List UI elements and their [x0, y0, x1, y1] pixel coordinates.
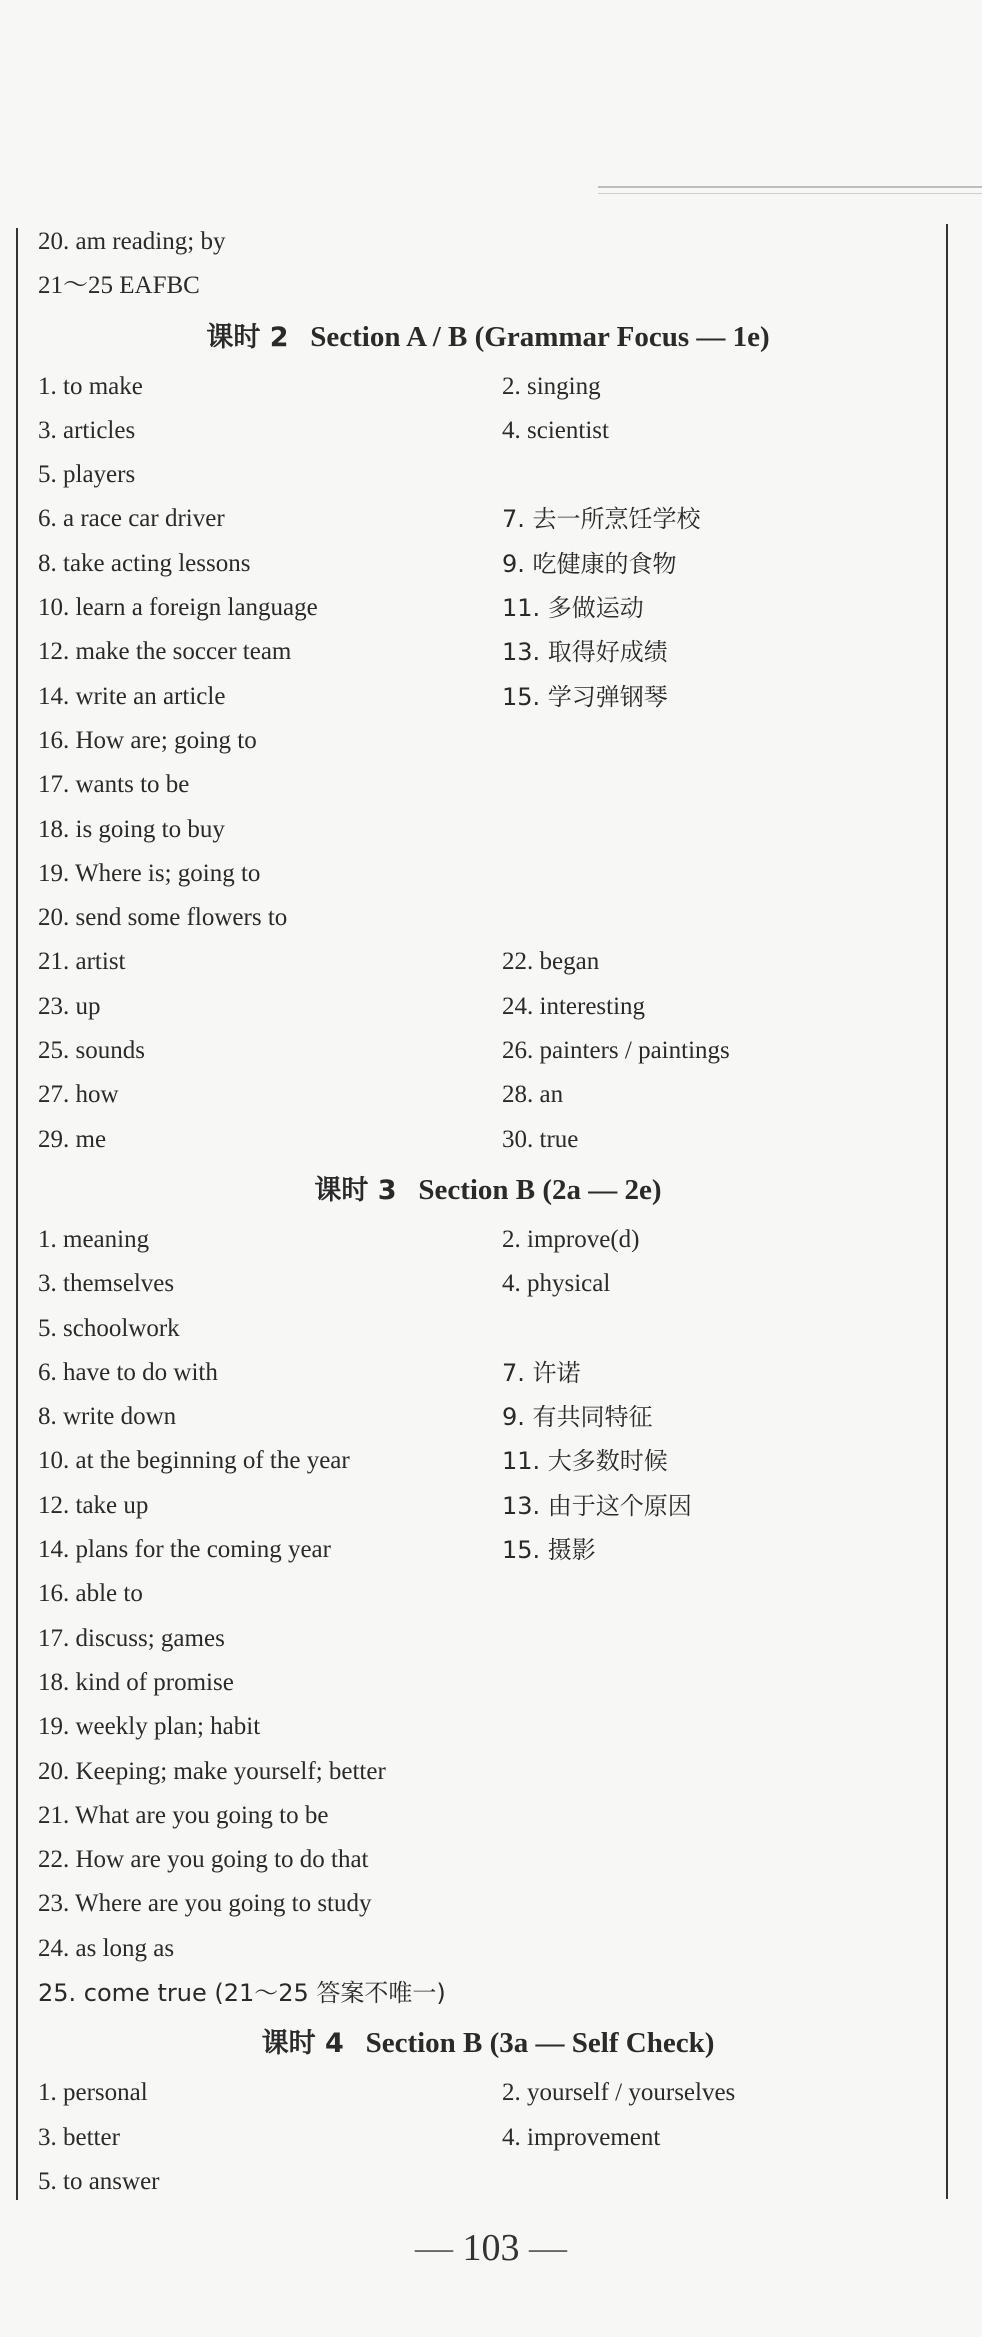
- footer-dash-right: —: [519, 2227, 567, 2269]
- answer-row: [38, 586, 938, 630]
- answer-right: 2. improve(d): [502, 1225, 640, 1253]
- answer-right: 15. 摄影: [502, 1536, 596, 1565]
- answer-right: [502, 1794, 938, 1838]
- answer-left: 10. learn a foreign language: [38, 594, 318, 622]
- answer-left: 27. how: [38, 1081, 119, 1109]
- answer-row: [38, 1661, 938, 1705]
- answer-row: [38, 497, 938, 541]
- answer-row: [38, 1572, 938, 1616]
- answer-left: 3. articles: [38, 416, 136, 444]
- answer-row: [38, 1439, 938, 1483]
- page-number-footer: [0, 2226, 982, 2270]
- answer-right: [502, 1705, 938, 1749]
- answer-row: [38, 542, 938, 586]
- top-rule: [598, 186, 982, 188]
- right-border: [946, 224, 948, 2199]
- answer-left: 5. to answer: [38, 2167, 160, 2195]
- answer-left: 21. What are you going to be: [38, 1801, 329, 1829]
- answer-row: [38, 719, 938, 763]
- answer-row: [38, 1395, 938, 1439]
- answer-left: 20. Keeping; make yourself; better: [38, 1757, 386, 1785]
- answer-right: [502, 852, 938, 896]
- answer-right: 9. 吃健康的食物: [502, 549, 677, 578]
- left-border: [16, 228, 18, 2200]
- answer-right: [502, 808, 938, 852]
- answer-row: [38, 852, 938, 896]
- answer-content: [38, 220, 938, 2204]
- sections: [38, 309, 938, 2205]
- section-heading-lesson: 课时 4: [261, 2028, 344, 2060]
- answer-right: [502, 1661, 938, 1705]
- answer-right: 13. 由于这个原因: [502, 1491, 692, 1520]
- answer-row: [38, 1794, 938, 1838]
- answer-row: [38, 1971, 938, 2015]
- answer-right: 9. 有共同特征: [502, 1403, 653, 1432]
- answer-row: [38, 1073, 938, 1117]
- answer-row: [38, 1118, 938, 1162]
- answer-row: [38, 2071, 938, 2115]
- answer-right: [502, 1750, 938, 1794]
- answer-left: 20. send some flowers to: [38, 904, 288, 932]
- answer-right: 4. physical: [502, 1270, 611, 1298]
- answer-left: 5. schoolwork: [38, 1314, 180, 1342]
- answer-left: 17. discuss; games: [38, 1624, 225, 1652]
- answer-left: 16. able to: [38, 1580, 143, 1608]
- answer-row: [38, 763, 938, 807]
- answer-row: [38, 1307, 938, 1351]
- answer-left: 14. write an article: [38, 682, 226, 710]
- answer-row: [38, 1029, 938, 1073]
- answer-left: 21. artist: [38, 948, 126, 976]
- answer-left: 3. better: [38, 2123, 120, 2151]
- answer-row: [38, 1262, 938, 1306]
- answer-right: 4. improvement: [502, 2123, 661, 2151]
- answer-left: 6. have to do with: [38, 1358, 218, 1386]
- answer-right: 26. painters / paintings: [502, 1037, 730, 1065]
- answer-right: 7. 许诺: [502, 1358, 581, 1387]
- answer-row: [38, 1617, 938, 1661]
- answer-right: 15. 学习弹钢琴: [502, 682, 668, 711]
- answer-right: 22. began: [502, 948, 600, 976]
- answer-right: [502, 719, 938, 763]
- footer-dash-left: —: [415, 2227, 463, 2269]
- answer-row: [38, 1351, 938, 1395]
- answer-left: 1. personal: [38, 2079, 148, 2107]
- answer-left: 8. write down: [38, 1403, 177, 1431]
- answer-right: [502, 1617, 938, 1661]
- answer-row: [38, 365, 938, 409]
- answer-right: 2. singing: [502, 372, 601, 400]
- answer-left: 12. make the soccer team: [38, 638, 292, 666]
- intro-line: 20. am reading; by: [38, 228, 226, 255]
- answer-row: [38, 453, 938, 497]
- answer-right: [502, 1927, 938, 1971]
- answer-left: 17. wants to be: [38, 771, 190, 799]
- answer-right: 7. 去一所烹饪学校: [502, 505, 701, 534]
- answer-left: 18. kind of promise: [38, 1668, 234, 1696]
- answer-left: 29. me: [38, 1125, 107, 1153]
- answer-right: [502, 453, 938, 497]
- answer-row: [38, 1927, 938, 1971]
- section-heading-lesson: 课时 3: [314, 1174, 397, 1206]
- answer-row: [38, 1484, 938, 1528]
- answer-right: [502, 1307, 938, 1351]
- answer-left: 19. Where is; going to: [38, 859, 261, 887]
- answer-left: 12. take up: [38, 1491, 149, 1519]
- answer-left: 1. to make: [38, 372, 143, 400]
- answer-right: 13. 取得好成绩: [502, 638, 668, 667]
- answer-right: [502, 1838, 938, 1882]
- answer-left: 5. players: [38, 461, 136, 489]
- section-heading-title: Section B (2a — 2e): [418, 1173, 662, 1206]
- answer-row: [38, 409, 938, 453]
- answer-right: 30. true: [502, 1125, 579, 1153]
- answer-row: [38, 1838, 938, 1882]
- heading-spacer: [344, 2027, 366, 2059]
- answer-left: 23. up: [38, 992, 101, 1020]
- answer-left: 24. as long as: [38, 1934, 175, 1962]
- intro-line: 21～25 EAFBC: [38, 272, 200, 300]
- section-heading-title: Section B (3a — Self Check): [365, 2027, 715, 2060]
- heading-spacer: [289, 321, 311, 353]
- answer-row: [38, 2160, 938, 2204]
- answer-row: [38, 1750, 938, 1794]
- heading-spacer: [397, 1174, 419, 1206]
- answer-right: [502, 763, 938, 807]
- answer-left: 18. is going to buy: [38, 815, 225, 843]
- answer-right: 11. 大多数时候: [502, 1447, 668, 1476]
- section-heading: [38, 309, 938, 365]
- answer-left: 22. How are you going to do that: [38, 1846, 369, 1874]
- answer-row: [38, 808, 938, 852]
- answer-left: 25. sounds: [38, 1037, 145, 1065]
- section-heading-title: Section A / B (Grammar Focus — 1e): [310, 320, 770, 353]
- answer-left: 16. How are; going to: [38, 726, 257, 754]
- answer-left: 3. themselves: [38, 1270, 175, 1298]
- answer-row: [38, 940, 938, 984]
- answer-right: [502, 1572, 938, 1616]
- answer-right: [502, 2160, 938, 2204]
- answer-row: [38, 1218, 938, 1262]
- top-rule-thin: [598, 193, 982, 194]
- answer-left: 19. weekly plan; habit: [38, 1713, 261, 1741]
- section-heading: [38, 1162, 938, 1218]
- section-heading-lesson: 课时 2: [206, 321, 289, 353]
- answer-right: 24. interesting: [502, 992, 646, 1020]
- answer-left: 25. come true (21～25 答案不唯一): [38, 1978, 446, 2007]
- answer-right: 4. scientist: [502, 416, 609, 444]
- answer-left: 14. plans for the coming year: [38, 1536, 331, 1564]
- answer-row: [38, 985, 938, 1029]
- answer-left: 8. take acting lessons: [38, 549, 251, 577]
- answer-right: [502, 896, 938, 940]
- answer-row: [38, 630, 938, 674]
- answer-right: 11. 多做运动: [502, 594, 644, 623]
- answer-left: 1. meaning: [38, 1225, 150, 1253]
- answer-row: [38, 1882, 938, 1926]
- answer-left: 6. a race car driver: [38, 505, 225, 533]
- answer-left: 10. at the beginning of the year: [38, 1447, 350, 1475]
- answer-row: [38, 675, 938, 719]
- section-heading: [38, 2015, 938, 2071]
- answer-row: [38, 1705, 938, 1749]
- answer-right: [502, 1882, 938, 1926]
- answer-row: [38, 2116, 938, 2160]
- page-number: 103: [462, 2227, 520, 2269]
- answer-row: [38, 896, 938, 940]
- answer-row: [38, 1528, 938, 1572]
- answer-right: 2. yourself / yourselves: [502, 2079, 736, 2107]
- answer-left: 23. Where are you going to study: [38, 1890, 372, 1918]
- answer-right: [502, 1971, 938, 2015]
- answer-right: 28. an: [502, 1081, 564, 1109]
